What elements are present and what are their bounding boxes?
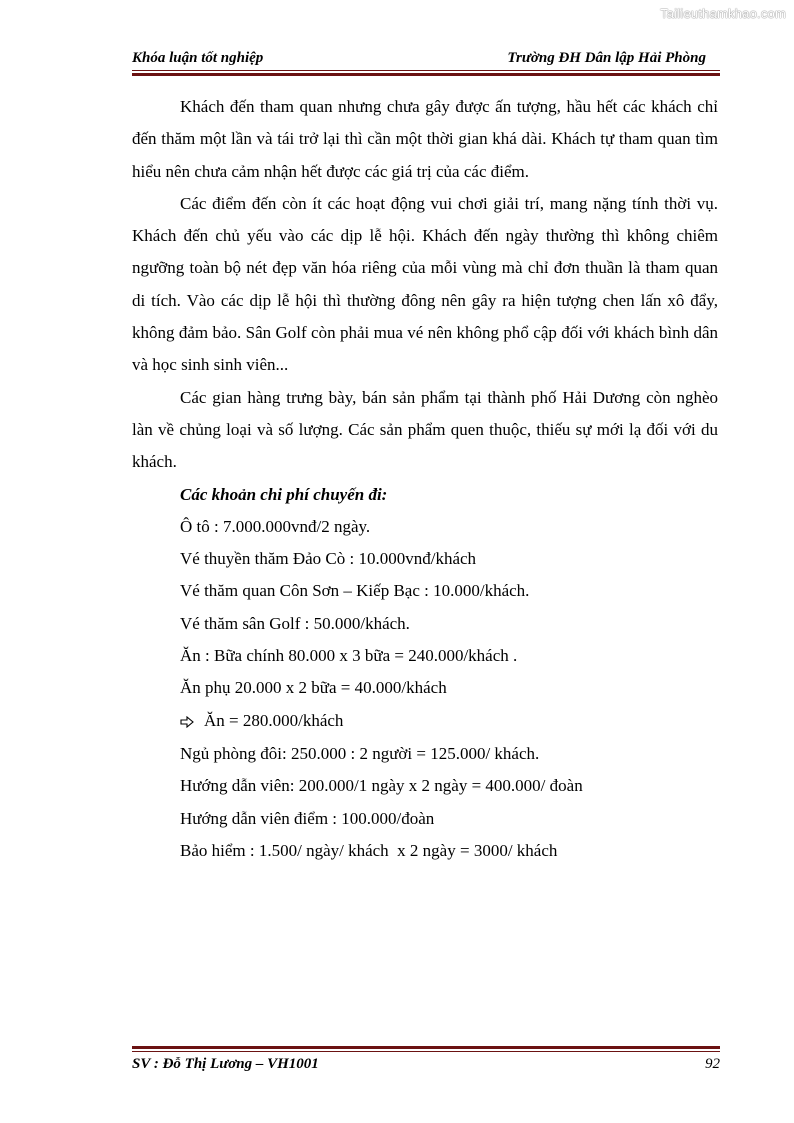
right-arrow-icon: [180, 706, 198, 738]
cost-item: Ngủ phòng đôi: 250.000 : 2 người = 125.000/ khách.: [180, 743, 540, 763]
header-right-title: Trường ĐH Dân lập Hải Phòng: [507, 50, 706, 66]
cost-item: Vé thăm sân Golf : 50.000/khách.: [180, 613, 410, 633]
watermark: Tailieuthamkhao.com: [660, 6, 786, 21]
cost-total-line: [180, 705, 718, 738]
header-rule-thin: [132, 70, 720, 71]
footer-rule-thick: [132, 1046, 720, 1049]
cost-item: Hướng dẫn viên: 200.000/1 ngày x 2 ngày = 400.000/ đoàn: [180, 776, 583, 796]
cost-item: Ô tô : 7.000.000vnđ/2 ngày.: [180, 516, 371, 536]
page-number: 92: [705, 1056, 720, 1072]
page-footer: [132, 1056, 720, 1073]
header-left-title: Khóa luận tốt nghiệp: [132, 50, 264, 66]
paragraph: Các điểm đến còn ít các hoạt động vui chơi giải trí, mang nặng tính thời vụ. Khách đến chủ yếu vào các dịp lễ hội. Khách đến ngày thường thì không chiêm ngưỡng toàn bộ nét đẹp văn hóa riêng của mỗi vùng mà chỉ đơn thuần là tham quan di tích. Vào các dịp lễ hội thì thường đông nên gây ra hiện tượng chen lấn xô đẩy, không đảm bảo. Sân Golf còn phải mua vé nên không phổ cập đối với khách bình dân và học sinh sinh viên...: [132, 193, 718, 375]
footer-rule-thin: [132, 1051, 720, 1052]
paragraph: Khách đến tham quan nhưng chưa gây được ấn tượng, hầu hết các khách chỉ đến thăm một lần và tái trở lại thì cần một thời gian khá dài. Khách tự tham quan tìm hiểu nên chưa cảm nhận hết được các giá trị của các điểm.: [132, 97, 718, 181]
cost-item: Hướng dẫn viên điểm : 100.000/đoàn: [180, 808, 435, 828]
cost-item: Bảo hiểm : 1.500/ ngày/ khách x 2 ngày = 3000/ khách: [180, 840, 558, 860]
cost-total: Ăn = 280.000/khách: [204, 710, 344, 730]
costs-section-title: Các khoản chi phí chuyến đi:: [180, 484, 388, 504]
page-header: [132, 50, 706, 67]
footer-author: SV : Đỗ Thị Lương – VH1001: [132, 1056, 319, 1072]
paragraph: Các gian hàng trưng bày, bán sản phẩm tại thành phố Hải Dương còn nghèo làn về chủng loại và số lượng. Các sản phẩm quen thuộc, thiếu sự mới lạ đối với du khách.: [132, 387, 718, 472]
cost-item: Ăn : Bữa chính 80.000 x 3 bữa = 240.000/khách .: [180, 646, 518, 666]
cost-item: Ăn phụ 20.000 x 2 bữa = 40.000/khách: [180, 678, 447, 698]
header-rule-thick: [132, 73, 720, 76]
document-body: [132, 91, 718, 867]
cost-item: Vé thuyền thăm Đảo Cò : 10.000vnđ/khách: [180, 549, 477, 569]
cost-item: Vé thăm quan Côn Sơn – Kiếp Bạc : 10.000/khách.: [180, 581, 530, 601]
